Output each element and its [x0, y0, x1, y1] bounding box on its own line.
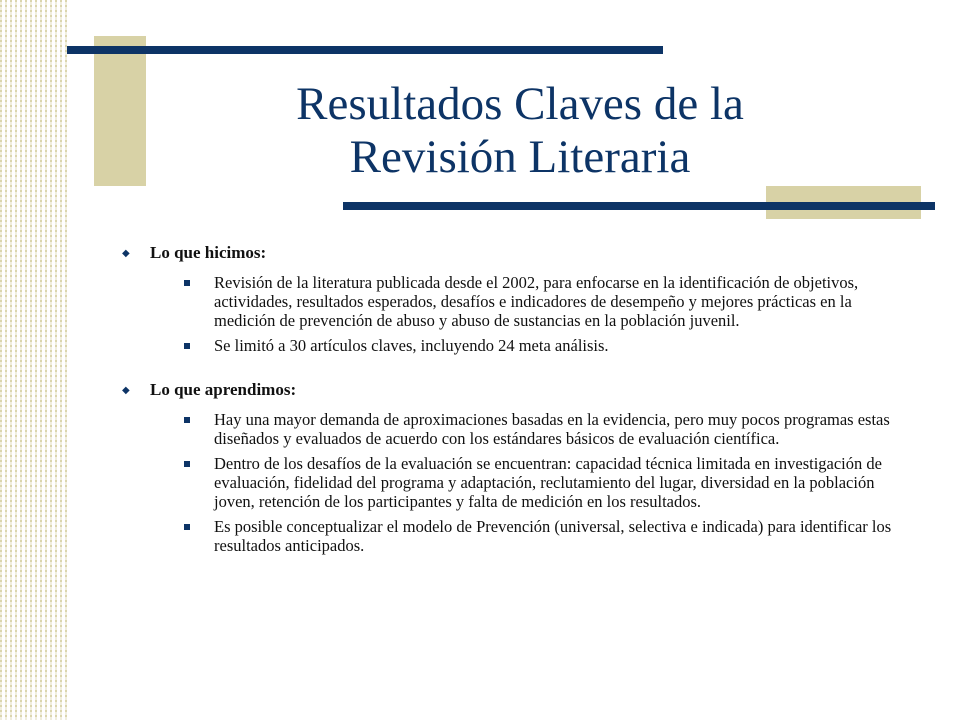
list-item — [182, 454, 902, 511]
section-heading — [122, 242, 902, 267]
bullet-list — [122, 410, 902, 555]
slide-title-line-2: Revisión Literaria — [349, 131, 691, 183]
bullet-list — [122, 273, 902, 355]
section-heading-text: Lo que aprendimos: — [150, 380, 297, 399]
square-bullet-icon — [182, 410, 214, 429]
bullet-text: Hay una mayor demanda de aproximaciones basadas en la evidencia, pero muy pocos programas estas diseñados y evaluados de acuerdo con los estándares básicos de evaluación científica. — [214, 410, 890, 448]
left-stripe-decoration — [0, 0, 70, 720]
slide-title-line-1: Resultados Claves de la — [296, 78, 744, 130]
slide-body — [122, 242, 902, 573]
title-accent-bar-top — [67, 46, 663, 54]
bullet-text: Revisión de la literatura publicada desde el 2002, para enfocarse en la identificación de objetivos, actividades, resultados esperados, desafíos e indicadores de desempeño y mejores prácticas en la medición de prevención de abuso y abuso de sustancias en la población juvenil. — [214, 273, 859, 330]
diamond-bullet-icon: ◆ — [122, 385, 130, 396]
diamond-bullet-icon: ◆ — [122, 248, 130, 259]
square-bullet-icon — [182, 517, 214, 536]
bullet-text: Se limitó a 30 artículos claves, incluyendo 24 meta análisis. — [214, 336, 609, 355]
title-accent-block-left — [94, 36, 146, 186]
slide-title — [150, 78, 890, 184]
list-item — [182, 517, 902, 555]
square-bullet-icon — [182, 273, 214, 292]
section-heading-text: Lo que hicimos: — [150, 243, 267, 262]
bullet-text: Es posible conceptualizar el modelo de Prevención (universal, selectiva e indicada) para identificar los resultados anticipados. — [214, 517, 892, 555]
bullet-text: Dentro de los desafíos de la evaluación se encuentran: capacidad técnica limitada en investigación de evaluación, fidelidad del programa y adaptación, reclutamiento del lugar, diversidad en la población joven, retención de los participantes y falta de medición en los resultados. — [214, 454, 882, 511]
section-heading — [122, 379, 902, 404]
section-what-we-learned — [122, 379, 902, 555]
section-what-we-did — [122, 242, 902, 355]
title-accent-bar-bottom — [343, 202, 935, 210]
square-bullet-icon — [182, 336, 214, 355]
list-item — [182, 336, 902, 355]
list-item — [182, 410, 902, 448]
square-bullet-icon — [182, 454, 214, 473]
list-item — [182, 273, 902, 330]
